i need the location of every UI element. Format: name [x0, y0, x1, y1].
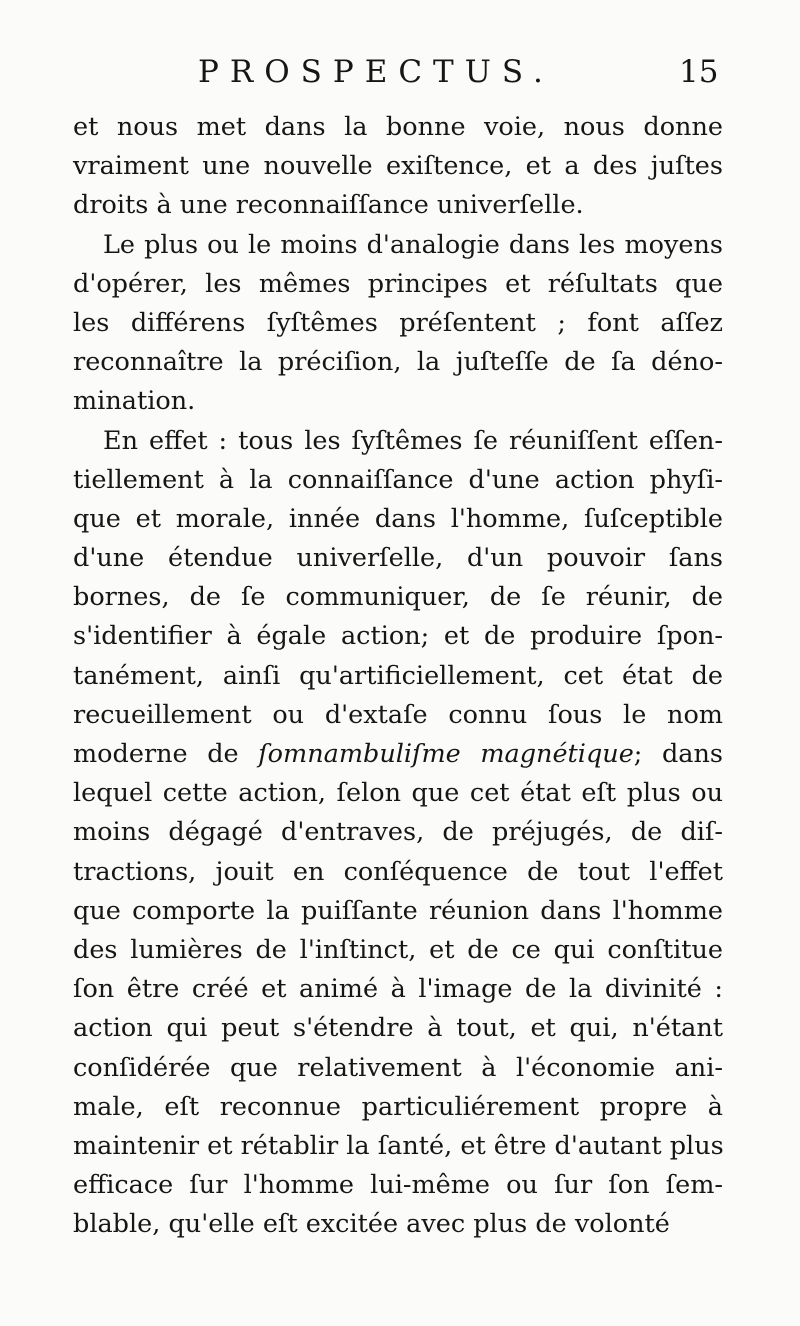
text-run: moderne de [73, 739, 259, 769]
text-line: mination. [73, 386, 196, 417]
text-line: maintenir et rétablir la ſanté, et être d'autant plus [73, 1130, 724, 1161]
paragraph [73, 108, 723, 226]
text-line [73, 735, 723, 774]
text-line: des lumières de l'inſtinct, et de ce qui conſtitue [73, 934, 723, 965]
text-line: d'opérer, les mêmes principes et réſultats que [73, 268, 723, 299]
text-line: que comporte la puiſſante réunion dans l'homme [73, 895, 723, 926]
text-line: bornes, de ſe communiquer, de ſe réunir, de [73, 582, 723, 613]
text-line: tractions, jouit en conſéquence de tout l'effet [73, 856, 723, 887]
text-line: lequel cette action, ſelon que cet état eſt plus ou [73, 778, 723, 809]
paragraph [73, 422, 723, 1245]
text-line: d'une étendue univerſelle, d'un pouvoir ſans [73, 543, 723, 574]
text-line: droits à une reconnaiſſance univerſelle. [73, 190, 584, 221]
text-line: tanément, ainſi qu'artificiellement, cet état de [73, 660, 723, 691]
text-line: s'identifier à égale action; et de produire ſpon- [73, 621, 723, 652]
text-line: male, eſt reconnue particuliérement propre à [73, 1091, 723, 1122]
body-text [73, 108, 723, 1244]
text-line: efficace ſur l'homme lui-même ou ſur ſon ſem- [73, 1170, 723, 1201]
text-line: que et morale, innée dans l'homme, ſuſceptible [73, 503, 723, 534]
text-line: moins dégagé d'entraves, de préjugés, de diſ- [73, 817, 723, 848]
text-line: En effet : tous les ſyſtêmes ſe réuniſſent eſſen- [103, 425, 723, 456]
text-line: blable, qu'elle eſt excitée avec plus de volonté [73, 1209, 670, 1240]
text-line: Le plus ou le moins d'analogie dans les moyens [103, 229, 723, 260]
italic-term: ſomnambuliſme magnétique [258, 739, 634, 769]
page-header [0, 52, 800, 102]
text-line: ſon être créé et animé à l'image de la divinité : [73, 974, 723, 1005]
text-line: et nous met dans la bonne voie, nous donne [73, 112, 723, 142]
running-title: PROSPECTUS. [198, 54, 554, 90]
text-line: reconnaître la préciſion, la juſteſſe de ſa déno- [73, 347, 723, 378]
text-run: ; dans [633, 739, 723, 769]
text-line: conſidérée que relativement à l'économie ani- [73, 1052, 723, 1083]
text-line: vraiment une nouvelle exiſtence, et a des juſtes [73, 151, 723, 182]
text-line: action qui peut s'étendre à tout, et qui, n'étant [73, 1013, 723, 1044]
page-number: 15 [679, 54, 719, 90]
text-line: tiellement à la connaiſſance d'une action phyſi- [73, 464, 723, 495]
text-line: les différens ſyſtêmes préſentent ; font aſſez [73, 307, 723, 338]
paragraph [73, 226, 723, 422]
text-line: recueillement ou d'extaſe connu ſous le nom [73, 699, 723, 730]
